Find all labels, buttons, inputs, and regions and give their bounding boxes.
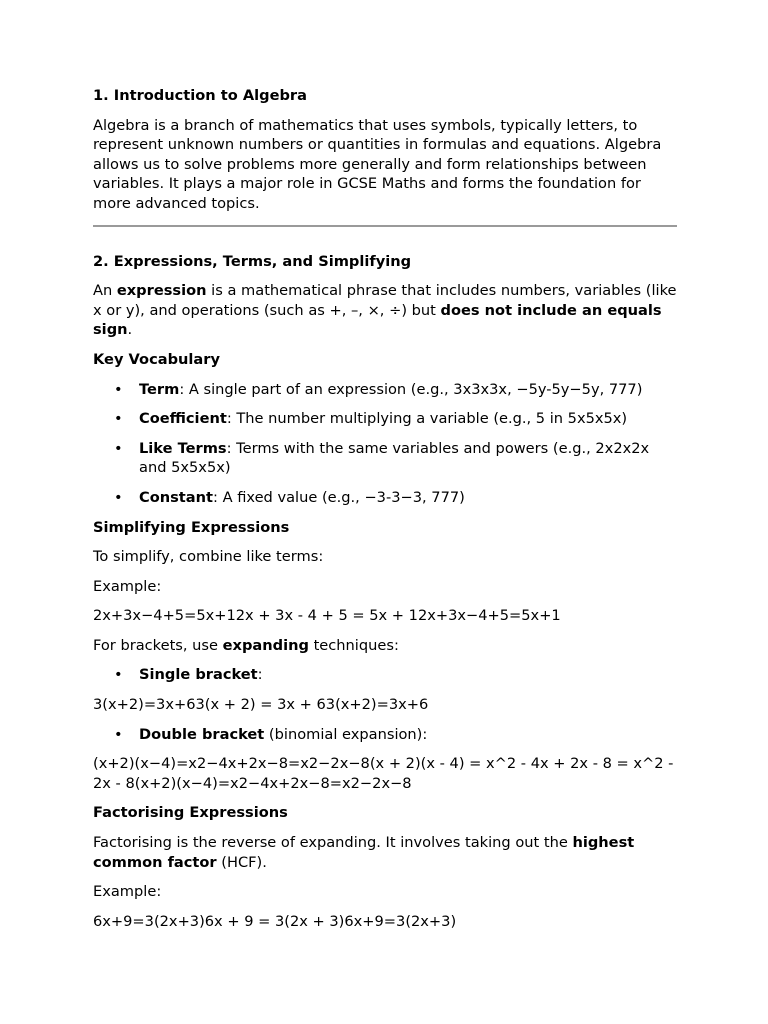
list-item xyxy=(93,409,677,429)
bold-term: does not include an equals sign xyxy=(93,301,662,339)
vocab-desc: : Terms with the same variables and powers (e.g., 2x2x2x and 5x5x5x) xyxy=(139,439,650,477)
bracket-label: Double bracket xyxy=(139,725,265,743)
expression-definition xyxy=(93,281,677,340)
vocab-term: Constant xyxy=(139,488,214,506)
bracket-label: Single bracket xyxy=(139,666,258,684)
vocab-desc: : The number multiplying a variable (e.g., 5 in 5x5x5x) xyxy=(226,410,628,428)
factorising-intro xyxy=(93,833,677,872)
bracket-suffix: (binomial expansion): xyxy=(264,725,428,743)
vocab-term: Term xyxy=(139,380,180,398)
section-2-title: 2. Expressions, Terms, and Simplifying xyxy=(93,252,412,270)
text: techniques: xyxy=(308,636,399,654)
text: is a mathematical phrase that includes numbers, variables (like x or y), and operations (such as +, –, ×, ÷) but xyxy=(93,282,677,319)
key-vocabulary-heading: Key Vocabulary xyxy=(93,350,220,368)
factor-example-label: Example: xyxy=(93,883,162,901)
double-bracket-example: (x+2)(x−4)=x2−4x+2x−8=x2−2x−8(x + 2)(x - 4) = x^2 - 4x + 2x - 8 = x^2 - 2x - 8(x+2)(x−4)=x2−4x+2x−8=x2−2x−8 xyxy=(93,755,674,792)
single-bracket-list xyxy=(93,665,677,685)
section-divider xyxy=(93,225,677,227)
vocab-term: Coefficient xyxy=(139,410,227,428)
list-item xyxy=(93,488,677,508)
text: An xyxy=(93,282,117,300)
example-label: Example: xyxy=(93,577,162,595)
list-item xyxy=(93,439,677,478)
section-1-title: 1. Introduction to Algebra xyxy=(93,87,307,104)
simplifying-heading: Simplifying Expressions xyxy=(93,518,290,536)
bold-term: highest common factor xyxy=(93,834,635,871)
vocab-term: Like Terms xyxy=(139,439,227,457)
bracket-suffix: : xyxy=(257,666,263,684)
document-page xyxy=(93,86,677,941)
vocab-desc: : A single part of an expression (e.g., 3x3x3x, −5y-5y−5y, 777) xyxy=(179,380,643,398)
list-item xyxy=(93,380,677,400)
double-bracket-list xyxy=(93,725,677,745)
simplify-example: 2x+3x−4+5=5x+12x + 3x - 4 + 5 = 5x + 12x+3x−4+5=5x+1 xyxy=(93,607,561,625)
list-item xyxy=(93,725,677,745)
text: Factorising is the reverse of expanding. It involves taking out the xyxy=(93,834,573,852)
text: . xyxy=(127,321,133,339)
factor-example: 6x+9=3(2x+3)6x + 9 = 3(2x + 3)6x+9=3(2x+3) xyxy=(93,912,457,930)
text: (HCF). xyxy=(216,853,267,871)
brackets-intro xyxy=(93,636,677,656)
vocab-desc: : A fixed value (e.g., −3-3−3, 777) xyxy=(213,488,465,506)
vocabulary-list xyxy=(93,380,677,508)
text: For brackets, use xyxy=(93,636,223,654)
single-bracket-example: 3(x+2)=3x+63(x + 2) = 3x + 63(x+2)=3x+6 xyxy=(93,696,429,714)
bold-term: expression xyxy=(116,282,207,300)
list-item xyxy=(93,665,677,685)
section-1-body: Algebra is a branch of mathematics that uses symbols, typically letters, to represent unknown numbers or quantities in formulas and equations. Algebra allows us to solve problems more generally and form relationships between variables. It plays a major role in GCSE Maths and forms the foundation for more advanced topics. xyxy=(93,116,662,212)
simplify-intro: To simplify, combine like terms: xyxy=(93,548,324,566)
bold-term: expanding xyxy=(222,636,309,654)
factorising-heading: Factorising Expressions xyxy=(93,804,288,822)
